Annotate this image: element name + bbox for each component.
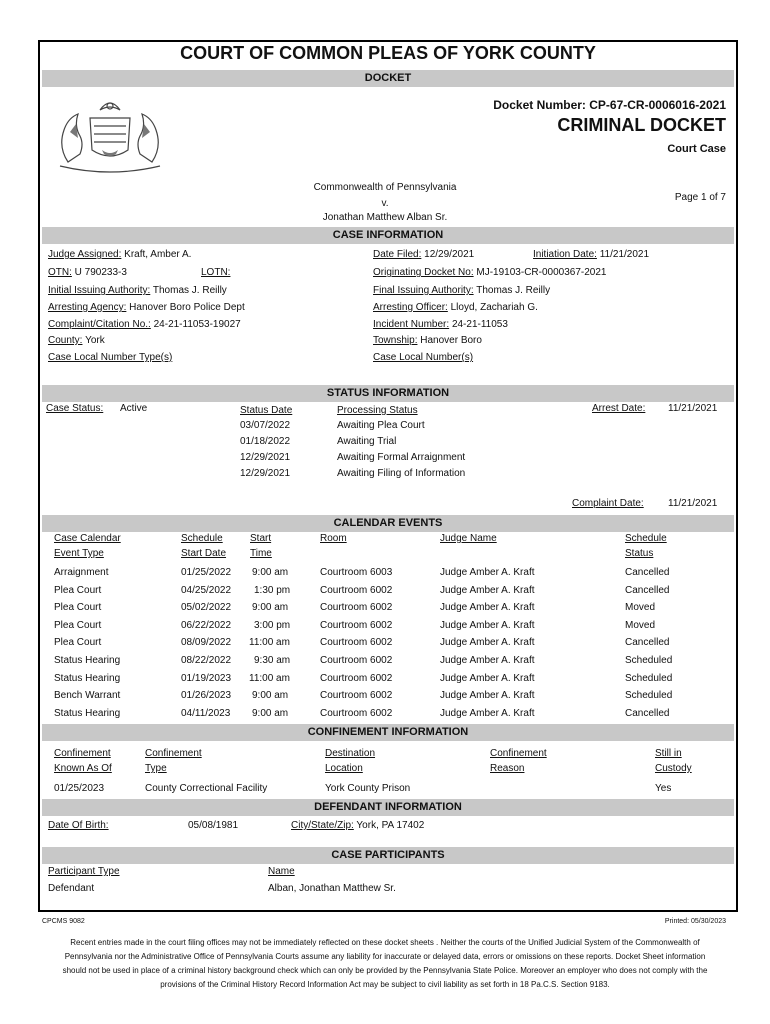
processing-status-header: Processing Status — [337, 405, 418, 416]
docket-bar: DOCKET — [42, 70, 734, 87]
cal-header-status1: Schedule — [625, 533, 667, 544]
processing-status: Awaiting Filing of Information — [337, 468, 466, 479]
case-info-bar: CASE INFORMATION — [42, 227, 734, 244]
orig-docket-row: Originating Docket No: MJ-19103-CR-0000367-2021 — [373, 267, 607, 278]
status-date: 01/18/2022 — [240, 436, 291, 447]
event-judge: Judge Amber A. Kraft — [440, 708, 535, 719]
conf-custody: Yes — [655, 783, 672, 794]
event-time: 3:00 pm — [254, 620, 291, 631]
status-date: 03/07/2022 — [240, 420, 291, 431]
event-time: 9:30 am — [254, 655, 291, 666]
participant-name-header: Name — [268, 866, 295, 877]
event-status: Scheduled — [625, 655, 673, 666]
processing-status: Awaiting Formal Arraignment — [337, 452, 466, 463]
complaint-date-label: Complaint Date: — [572, 498, 644, 509]
conf-header-type2: Type — [145, 763, 167, 774]
cal-header-judge: Judge Name — [440, 533, 497, 544]
calendar-bar: CALENDAR EVENTS — [42, 515, 734, 532]
case-status-row: Case Status: — [46, 403, 104, 414]
event-judge: Judge Amber A. Kraft — [440, 585, 535, 596]
form-id: CPCMS 9082 — [42, 918, 85, 925]
conf-known-as-of: 01/25/2023 — [54, 783, 105, 794]
event-status: Scheduled — [625, 690, 673, 701]
city-state-zip-row: City/State/Zip: York, PA 17402 — [291, 820, 425, 831]
county-row: County: York — [48, 335, 105, 346]
event-type: Plea Court — [54, 637, 102, 648]
docket-type: CRIMINAL DOCKET — [557, 115, 726, 135]
cal-header-room: Room — [320, 533, 347, 544]
event-date: 04/11/2023 — [181, 708, 231, 719]
event-type: Status Hearing — [54, 708, 121, 719]
processing-status: Awaiting Plea Court — [337, 420, 425, 431]
event-judge: Judge Amber A. Kraft — [440, 637, 535, 648]
event-date: 06/22/2022 — [181, 620, 232, 631]
conf-header-known1: Confinement — [54, 748, 111, 759]
cal-header-event2: Event Type — [54, 548, 104, 559]
arresting-officer-row: Arresting Officer: Lloyd, Zachariah G. — [373, 302, 538, 313]
event-room: Courtroom 6002 — [320, 602, 393, 613]
arrest-date-value: 11/21/2021 — [668, 403, 718, 414]
status-date-header: Status Date — [240, 405, 293, 416]
event-status: Cancelled — [625, 637, 670, 648]
conf-header-type1: Confinement — [145, 748, 202, 759]
local-type-label: Case Local Number Type(s) — [48, 352, 173, 363]
event-date: 01/26/2023 — [181, 690, 232, 701]
dob-label: Date Of Birth: — [48, 820, 109, 831]
event-judge: Judge Amber A. Kraft — [440, 655, 535, 666]
event-type: Plea Court — [54, 620, 102, 631]
local-number-label: Case Local Number(s) — [373, 352, 474, 363]
cal-header-time1: Start — [250, 533, 272, 544]
event-type: Plea Court — [54, 602, 102, 613]
case-kind: Court Case — [667, 143, 726, 155]
event-status: Scheduled — [625, 673, 673, 684]
cal-header-start1: Schedule — [181, 533, 223, 544]
event-type: Arraignment — [54, 567, 109, 578]
cal-header-time2: Time — [250, 548, 272, 559]
event-room: Courtroom 6002 — [320, 585, 393, 596]
township-row: Township: Hanover Boro — [373, 335, 482, 346]
status-date: 12/29/2021 — [240, 468, 291, 479]
conf-type: County Correctional Facility — [145, 783, 268, 794]
init-auth-row: Initial Issuing Authority: Thomas J. Reilly — [48, 285, 227, 296]
status-info-bar: STATUS INFORMATION — [42, 385, 734, 402]
event-time: 9:00 am — [252, 708, 289, 719]
disclaimer: Recent entries made in the court filing offices may not be immediately reflected on these docket sheets . Neither the courts of the Unified Judicial System of the Commonwealth of Pennsylvania nor the Administrative Office of Pennsylvania Courts assume any liability for inaccurate or delayed data, errors or omissions on these reports. Docket Sheet information should not be used in place of a criminal history background check which can only be provided by the Pennsylvania State Police. Moreover an employer who does not comply with the provisions of the Criminal History Record Information Act may be subject to civil liability as set forth in 18 Pa.C.S. Section 9183. — [62, 938, 708, 989]
participant-type: Defendant — [48, 883, 95, 894]
event-status: Cancelled — [625, 585, 670, 596]
cal-header-status2: Status — [625, 548, 654, 559]
arresting-agency-row: Arresting Agency: Hanover Boro Police Dept — [48, 302, 245, 313]
event-room: Courtroom 6002 — [320, 690, 393, 701]
event-time: 1:30 pm — [254, 585, 291, 596]
event-judge: Judge Amber A. Kraft — [440, 620, 535, 631]
final-auth-row: Final Issuing Authority: Thomas J. Reilly — [373, 285, 551, 296]
cal-header-start2: Start Date — [181, 548, 227, 559]
lotn-label: LOTN: — [201, 267, 231, 278]
conf-header-custody2: Custody — [655, 763, 692, 774]
event-time: 11:00 am — [249, 637, 290, 648]
page-indicator: Page 1 of 7 — [674, 192, 726, 203]
event-type: Plea Court — [54, 585, 102, 596]
conf-header-reason2: Reason — [490, 763, 525, 774]
event-date: 01/19/2023 — [181, 673, 232, 684]
event-date: 01/25/2022 — [181, 567, 232, 578]
conf-header-reason1: Confinement — [490, 748, 547, 759]
event-type: Status Hearing — [54, 655, 121, 666]
incident-row: Incident Number: 24-21-11053 — [373, 319, 508, 330]
date-filed-row: Date Filed: 12/29/2021 — [373, 249, 475, 260]
event-room: Courtroom 6003 — [320, 567, 393, 578]
complaint-date-value: 11/21/2021 — [668, 498, 718, 509]
event-time: 11:00 am — [249, 673, 290, 684]
event-status: Moved — [625, 620, 656, 631]
cal-header-event1: Case Calendar — [54, 533, 121, 544]
printed-date: Printed: 05/30/2023 — [664, 918, 726, 925]
defendant-bar: DEFENDANT INFORMATION — [42, 799, 734, 816]
event-date: 08/09/2022 — [181, 637, 232, 648]
arrest-date-label: Arrest Date: — [592, 403, 646, 414]
processing-status: Awaiting Trial — [337, 436, 397, 447]
event-time: 9:00 am — [252, 690, 289, 701]
caption-line-1: Commonwealth of Pennsylvania — [313, 182, 457, 193]
event-room: Courtroom 6002 — [320, 637, 393, 648]
caption-line-2: v. — [381, 198, 389, 209]
dob-value: 05/08/1981 — [188, 820, 239, 831]
event-judge: Judge Amber A. Kraft — [440, 690, 535, 701]
event-judge: Judge Amber A. Kraft — [440, 602, 535, 613]
event-room: Courtroom 6002 — [320, 708, 393, 719]
court-title: COURT OF COMMON PLEAS OF YORK COUNTY — [180, 43, 596, 63]
confinement-bar: CONFINEMENT INFORMATION — [42, 724, 734, 741]
judge-row: Judge Assigned: Kraft, Amber A. — [48, 249, 192, 260]
event-date: 08/22/2022 — [181, 655, 232, 666]
conf-header-custody1: Still in — [655, 748, 682, 759]
conf-header-dest2: Location — [325, 763, 363, 774]
status-date: 12/29/2021 — [240, 452, 291, 463]
conf-destination: York County Prison — [325, 783, 411, 794]
docket-number: Docket Number: CP-67-CR-0006016-2021 — [493, 98, 726, 112]
conf-header-known2: Known As Of — [54, 763, 112, 774]
otn-row: OTN: U 790233-3 — [48, 267, 127, 278]
event-status: Cancelled — [625, 708, 670, 719]
participant-name: Alban, Jonathan Matthew Sr. — [268, 883, 396, 894]
event-time: 9:00 am — [252, 567, 289, 578]
pennsylvania-seal-icon — [50, 92, 170, 174]
caption-line-3: Jonathan Matthew Alban Sr. — [322, 212, 448, 223]
event-judge: Judge Amber A. Kraft — [440, 673, 535, 684]
case-status-value: Active — [120, 403, 148, 414]
participant-type-header: Participant Type — [48, 866, 120, 877]
event-date: 04/25/2022 — [181, 585, 232, 596]
complaint-row: Complaint/Citation No.: 24-21-11053-19027 — [48, 319, 241, 330]
event-status: Cancelled — [625, 567, 670, 578]
initiation-row: Initiation Date: 11/21/2021 — [533, 249, 650, 260]
event-status: Moved — [625, 602, 656, 613]
event-room: Courtroom 6002 — [320, 620, 393, 631]
participants-bar: CASE PARTICIPANTS — [42, 847, 734, 864]
event-room: Courtroom 6002 — [320, 673, 393, 684]
event-judge: Judge Amber A. Kraft — [440, 567, 535, 578]
event-date: 05/02/2022 — [181, 602, 232, 613]
conf-header-dest1: Destination — [325, 748, 376, 759]
event-type: Bench Warrant — [54, 690, 121, 701]
event-room: Courtroom 6002 — [320, 655, 393, 666]
event-type: Status Hearing — [54, 673, 121, 684]
event-time: 9:00 am — [252, 602, 289, 613]
